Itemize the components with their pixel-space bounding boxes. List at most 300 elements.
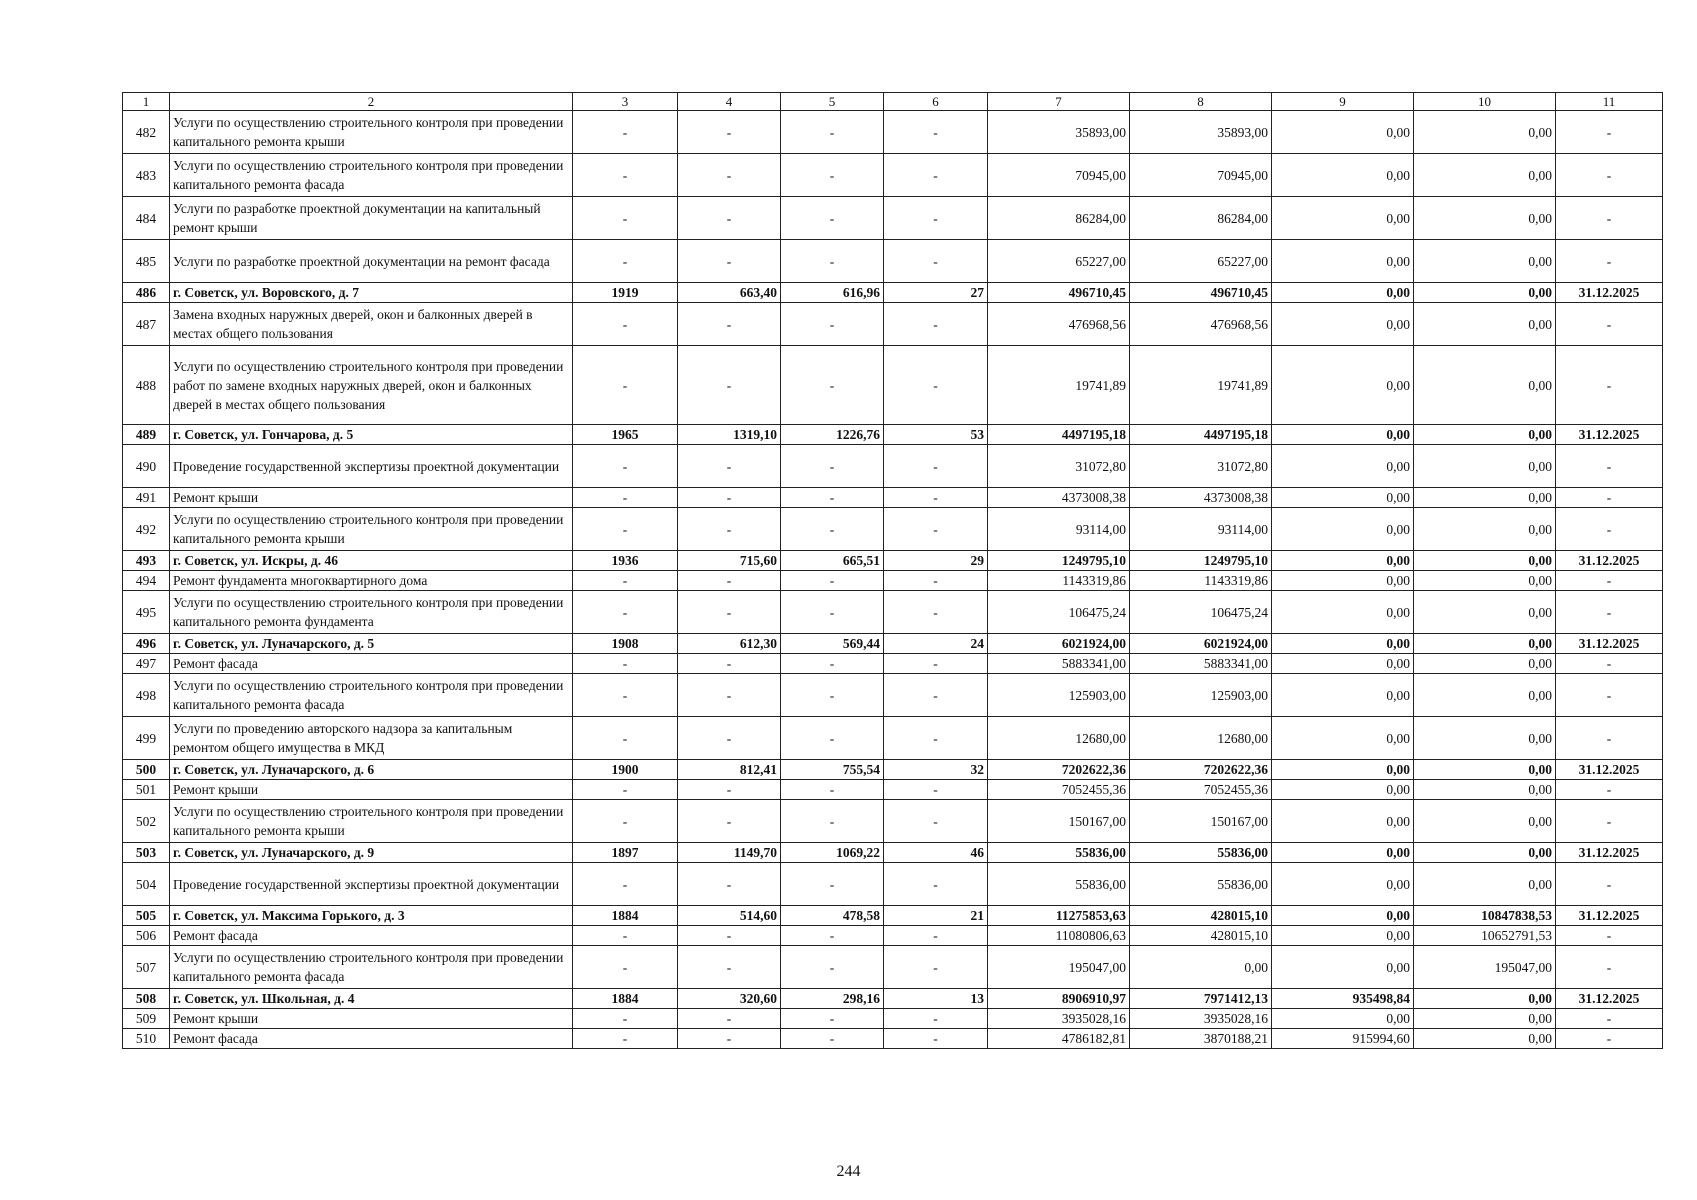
column-number-row — [123, 93, 1663, 111]
completion-date: 31.12.2025 — [1556, 283, 1663, 303]
owner-funds: 0,00 — [1272, 654, 1414, 674]
row-description: Услуги по осуществлению строительного контроля при проведении капитального ремонта крыши — [170, 508, 573, 551]
other-funds: 0,00 — [1414, 303, 1556, 346]
completion-date: - — [1556, 800, 1663, 843]
total-area: - — [678, 674, 781, 717]
living-area: - — [781, 154, 884, 197]
total-cost: 31072,80 — [988, 445, 1130, 488]
fund-cost: 70945,00 — [1130, 154, 1272, 197]
fund-cost: 55836,00 — [1130, 863, 1272, 906]
other-funds: 195047,00 — [1414, 946, 1556, 989]
other-funds: 0,00 — [1414, 488, 1556, 508]
other-funds: 0,00 — [1414, 240, 1556, 283]
other-funds: 0,00 — [1414, 989, 1556, 1009]
row-number: 493 — [123, 551, 170, 571]
total-cost: 65227,00 — [988, 240, 1130, 283]
completion-date: 31.12.2025 — [1556, 760, 1663, 780]
row-description: Услуги по разработке проектной документации на ремонт фасада — [170, 240, 573, 283]
living-area: - — [781, 508, 884, 551]
row-description: Ремонт крыши — [170, 780, 573, 800]
row-description: Проведение государственной экспертизы проектной документации — [170, 445, 573, 488]
total-area: - — [678, 717, 781, 760]
residents-count: - — [884, 445, 988, 488]
other-funds: 0,00 — [1414, 445, 1556, 488]
other-funds: 0,00 — [1414, 551, 1556, 571]
total-area: - — [678, 946, 781, 989]
other-funds: 0,00 — [1414, 1029, 1556, 1049]
living-area: 755,54 — [781, 760, 884, 780]
total-cost: 106475,24 — [988, 591, 1130, 634]
owner-funds: 0,00 — [1272, 760, 1414, 780]
total-cost: 125903,00 — [988, 674, 1130, 717]
living-area: - — [781, 717, 884, 760]
column-number: 9 — [1272, 93, 1414, 111]
total-cost: 86284,00 — [988, 197, 1130, 240]
completion-date: - — [1556, 591, 1663, 634]
row-number: 491 — [123, 488, 170, 508]
other-funds: 0,00 — [1414, 634, 1556, 654]
completion-date: 31.12.2025 — [1556, 906, 1663, 926]
row-description: г. Советск, ул. Искры, д. 46 — [170, 551, 573, 571]
total-area: - — [678, 154, 781, 197]
living-area: - — [781, 346, 884, 425]
owner-funds: 0,00 — [1272, 906, 1414, 926]
fund-cost: 3935028,16 — [1130, 1009, 1272, 1029]
work-row — [123, 111, 1663, 154]
row-description: Ремонт крыши — [170, 488, 573, 508]
build-year: - — [573, 111, 678, 154]
row-description: г. Советск, ул. Гончарова, д. 5 — [170, 425, 573, 445]
row-description: г. Советск, ул. Луначарского, д. 9 — [170, 843, 573, 863]
living-area: 665,51 — [781, 551, 884, 571]
completion-date: - — [1556, 717, 1663, 760]
total-area: - — [678, 863, 781, 906]
other-funds: 0,00 — [1414, 780, 1556, 800]
living-area: - — [781, 654, 884, 674]
other-funds: 0,00 — [1414, 571, 1556, 591]
row-description: Услуги по осуществлению строительного контроля при проведении капитального ремонта фасада — [170, 154, 573, 197]
fund-cost: 6021924,00 — [1130, 634, 1272, 654]
row-number: 508 — [123, 989, 170, 1009]
total-area: 715,60 — [678, 551, 781, 571]
build-year: - — [573, 197, 678, 240]
work-row — [123, 1029, 1663, 1049]
column-number: 8 — [1130, 93, 1272, 111]
completion-date: - — [1556, 780, 1663, 800]
total-cost: 496710,45 — [988, 283, 1130, 303]
row-description: Услуги по осуществлению строительного контроля при проведении капитального ремонта фасада — [170, 674, 573, 717]
fund-cost: 35893,00 — [1130, 111, 1272, 154]
fund-cost: 476968,56 — [1130, 303, 1272, 346]
completion-date: - — [1556, 946, 1663, 989]
work-row — [123, 926, 1663, 946]
living-area: - — [781, 780, 884, 800]
build-year: 1936 — [573, 551, 678, 571]
other-funds: 0,00 — [1414, 654, 1556, 674]
capital-repair-register-table — [122, 92, 1663, 1049]
total-cost: 4786182,81 — [988, 1029, 1130, 1049]
work-row — [123, 346, 1663, 425]
build-year: - — [573, 508, 678, 551]
build-year: - — [573, 346, 678, 425]
residents-count: - — [884, 946, 988, 989]
row-number: 501 — [123, 780, 170, 800]
owner-funds: 0,00 — [1272, 303, 1414, 346]
row-description: г. Советск, ул. Воровского, д. 7 — [170, 283, 573, 303]
total-cost: 7202622,36 — [988, 760, 1130, 780]
owner-funds: 0,00 — [1272, 283, 1414, 303]
work-row — [123, 445, 1663, 488]
build-year: - — [573, 654, 678, 674]
total-cost: 1143319,86 — [988, 571, 1130, 591]
fund-cost: 65227,00 — [1130, 240, 1272, 283]
total-area: - — [678, 111, 781, 154]
fund-cost: 7202622,36 — [1130, 760, 1272, 780]
total-area: 612,30 — [678, 634, 781, 654]
row-number: 489 — [123, 425, 170, 445]
total-area: - — [678, 800, 781, 843]
row-number: 485 — [123, 240, 170, 283]
fund-cost: 0,00 — [1130, 946, 1272, 989]
completion-date: - — [1556, 346, 1663, 425]
residents-count: - — [884, 154, 988, 197]
build-year: - — [573, 445, 678, 488]
residents-count: - — [884, 111, 988, 154]
row-number: 494 — [123, 571, 170, 591]
row-number: 486 — [123, 283, 170, 303]
row-description: Проведение государственной экспертизы проектной документации — [170, 863, 573, 906]
build-year: - — [573, 571, 678, 591]
row-number: 505 — [123, 906, 170, 926]
total-area: - — [678, 571, 781, 591]
other-funds: 10847838,53 — [1414, 906, 1556, 926]
other-funds: 0,00 — [1414, 425, 1556, 445]
row-number: 510 — [123, 1029, 170, 1049]
work-row — [123, 240, 1663, 283]
owner-funds: 0,00 — [1272, 717, 1414, 760]
residents-count: - — [884, 508, 988, 551]
owner-funds: 0,00 — [1272, 445, 1414, 488]
completion-date: 31.12.2025 — [1556, 989, 1663, 1009]
build-year: - — [573, 800, 678, 843]
total-cost: 195047,00 — [988, 946, 1130, 989]
work-row — [123, 780, 1663, 800]
residents-count: - — [884, 488, 988, 508]
living-area: 478,58 — [781, 906, 884, 926]
owner-funds: 0,00 — [1272, 800, 1414, 843]
living-area: - — [781, 571, 884, 591]
residents-count: 24 — [884, 634, 988, 654]
other-funds: 0,00 — [1414, 800, 1556, 843]
row-description: Услуги по осуществлению строительного контроля при проведении капитального ремонта фасада — [170, 946, 573, 989]
row-number: 498 — [123, 674, 170, 717]
owner-funds: 0,00 — [1272, 488, 1414, 508]
total-area: 320,60 — [678, 989, 781, 1009]
living-area: - — [781, 1009, 884, 1029]
work-row — [123, 197, 1663, 240]
build-year: - — [573, 863, 678, 906]
total-cost: 7052455,36 — [988, 780, 1130, 800]
work-row — [123, 800, 1663, 843]
owner-funds: 0,00 — [1272, 197, 1414, 240]
residents-count: 32 — [884, 760, 988, 780]
column-number: 5 — [781, 93, 884, 111]
living-area: 298,16 — [781, 989, 884, 1009]
total-cost: 1249795,10 — [988, 551, 1130, 571]
build-year: - — [573, 240, 678, 283]
page-number: 244 — [836, 1163, 861, 1180]
living-area: - — [781, 111, 884, 154]
total-area: - — [678, 591, 781, 634]
owner-funds: 0,00 — [1272, 111, 1414, 154]
column-number: 3 — [573, 93, 678, 111]
fund-cost: 7971412,13 — [1130, 989, 1272, 1009]
total-cost: 6021924,00 — [988, 634, 1130, 654]
row-number: 488 — [123, 346, 170, 425]
completion-date: - — [1556, 654, 1663, 674]
completion-date: - — [1556, 571, 1663, 591]
row-number: 502 — [123, 800, 170, 843]
row-number: 482 — [123, 111, 170, 154]
work-row — [123, 591, 1663, 634]
address-row — [123, 283, 1663, 303]
completion-date: - — [1556, 1029, 1663, 1049]
work-row — [123, 654, 1663, 674]
completion-date: - — [1556, 1009, 1663, 1029]
address-row — [123, 634, 1663, 654]
total-cost: 5883341,00 — [988, 654, 1130, 674]
address-row — [123, 760, 1663, 780]
fund-cost: 125903,00 — [1130, 674, 1272, 717]
residents-count: - — [884, 863, 988, 906]
other-funds: 0,00 — [1414, 591, 1556, 634]
row-number: 504 — [123, 863, 170, 906]
row-number: 497 — [123, 654, 170, 674]
owner-funds: 0,00 — [1272, 863, 1414, 906]
build-year: 1965 — [573, 425, 678, 445]
living-area: - — [781, 303, 884, 346]
fund-cost: 86284,00 — [1130, 197, 1272, 240]
build-year: - — [573, 154, 678, 197]
build-year: - — [573, 717, 678, 760]
address-row — [123, 425, 1663, 445]
residents-count: 29 — [884, 551, 988, 571]
residents-count: - — [884, 1029, 988, 1049]
fund-cost: 496710,45 — [1130, 283, 1272, 303]
total-cost: 476968,56 — [988, 303, 1130, 346]
total-area: 1319,10 — [678, 425, 781, 445]
build-year: - — [573, 926, 678, 946]
total-cost: 93114,00 — [988, 508, 1130, 551]
total-cost: 11080806,63 — [988, 926, 1130, 946]
total-cost: 3935028,16 — [988, 1009, 1130, 1029]
total-cost: 4497195,18 — [988, 425, 1130, 445]
total-cost: 35893,00 — [988, 111, 1130, 154]
total-cost: 55836,00 — [988, 863, 1130, 906]
fund-cost: 7052455,36 — [1130, 780, 1272, 800]
other-funds: 10652791,53 — [1414, 926, 1556, 946]
other-funds: 0,00 — [1414, 843, 1556, 863]
total-area: 514,60 — [678, 906, 781, 926]
completion-date: 31.12.2025 — [1556, 843, 1663, 863]
owner-funds: 0,00 — [1272, 634, 1414, 654]
total-area: 1149,70 — [678, 843, 781, 863]
fund-cost: 1249795,10 — [1130, 551, 1272, 571]
work-row — [123, 674, 1663, 717]
living-area: 1069,22 — [781, 843, 884, 863]
work-row — [123, 1009, 1663, 1029]
owner-funds: 0,00 — [1272, 1009, 1414, 1029]
build-year: 1884 — [573, 906, 678, 926]
build-year: - — [573, 780, 678, 800]
build-year: - — [573, 303, 678, 346]
owner-funds: 0,00 — [1272, 780, 1414, 800]
residents-count: - — [884, 674, 988, 717]
build-year: 1897 — [573, 843, 678, 863]
work-row — [123, 488, 1663, 508]
work-row — [123, 303, 1663, 346]
row-number: 487 — [123, 303, 170, 346]
completion-date: - — [1556, 240, 1663, 283]
total-cost: 70945,00 — [988, 154, 1130, 197]
total-area: - — [678, 1009, 781, 1029]
row-description: Услуги по осуществлению строительного контроля при проведении капитального ремонта крыши — [170, 111, 573, 154]
owner-funds: 0,00 — [1272, 425, 1414, 445]
living-area: 569,44 — [781, 634, 884, 654]
total-area: - — [678, 508, 781, 551]
row-description: Ремонт фасада — [170, 1029, 573, 1049]
total-area: - — [678, 1029, 781, 1049]
register-table-wrap — [122, 92, 1662, 1049]
residents-count: 21 — [884, 906, 988, 926]
fund-cost: 106475,24 — [1130, 591, 1272, 634]
residents-count: 53 — [884, 425, 988, 445]
owner-funds: 0,00 — [1272, 154, 1414, 197]
row-number: 499 — [123, 717, 170, 760]
row-number: 483 — [123, 154, 170, 197]
other-funds: 0,00 — [1414, 717, 1556, 760]
work-row — [123, 508, 1663, 551]
total-area: - — [678, 445, 781, 488]
column-number: 7 — [988, 93, 1130, 111]
owner-funds: 935498,84 — [1272, 989, 1414, 1009]
fund-cost: 5883341,00 — [1130, 654, 1272, 674]
completion-date: - — [1556, 488, 1663, 508]
row-number: 490 — [123, 445, 170, 488]
other-funds: 0,00 — [1414, 283, 1556, 303]
row-description: Услуги по проведению авторского надзора за капитальным ремонтом общего имущества в МКД — [170, 717, 573, 760]
living-area: - — [781, 674, 884, 717]
completion-date: - — [1556, 508, 1663, 551]
owner-funds: 0,00 — [1272, 674, 1414, 717]
completion-date: - — [1556, 863, 1663, 906]
fund-cost: 31072,80 — [1130, 445, 1272, 488]
row-description: Ремонт фундамента многоквартирного дома — [170, 571, 573, 591]
living-area: - — [781, 445, 884, 488]
owner-funds: 0,00 — [1272, 843, 1414, 863]
living-area: - — [781, 800, 884, 843]
residents-count: - — [884, 571, 988, 591]
build-year: - — [573, 1029, 678, 1049]
address-row — [123, 843, 1663, 863]
row-number: 495 — [123, 591, 170, 634]
column-number: 6 — [884, 93, 988, 111]
fund-cost: 1143319,86 — [1130, 571, 1272, 591]
completion-date: - — [1556, 445, 1663, 488]
column-number: 10 — [1414, 93, 1556, 111]
residents-count: - — [884, 303, 988, 346]
living-area: 616,96 — [781, 283, 884, 303]
living-area: 1226,76 — [781, 425, 884, 445]
table-body — [123, 111, 1663, 1049]
fund-cost: 428015,10 — [1130, 906, 1272, 926]
residents-count: - — [884, 346, 988, 425]
build-year: - — [573, 1009, 678, 1029]
build-year: - — [573, 674, 678, 717]
row-description: г. Советск, ул. Луначарского, д. 5 — [170, 634, 573, 654]
total-cost: 12680,00 — [988, 717, 1130, 760]
residents-count: - — [884, 197, 988, 240]
other-funds: 0,00 — [1414, 674, 1556, 717]
other-funds: 0,00 — [1414, 508, 1556, 551]
total-cost: 55836,00 — [988, 843, 1130, 863]
column-number: 1 — [123, 93, 170, 111]
build-year: 1884 — [573, 989, 678, 1009]
total-area: - — [678, 488, 781, 508]
living-area: - — [781, 926, 884, 946]
build-year: 1908 — [573, 634, 678, 654]
owner-funds: 0,00 — [1272, 926, 1414, 946]
residents-count: - — [884, 780, 988, 800]
living-area: - — [781, 1029, 884, 1049]
fund-cost: 12680,00 — [1130, 717, 1272, 760]
completion-date: 31.12.2025 — [1556, 425, 1663, 445]
other-funds: 0,00 — [1414, 154, 1556, 197]
work-row — [123, 946, 1663, 989]
total-area: 663,40 — [678, 283, 781, 303]
table-header — [123, 93, 1663, 111]
living-area: - — [781, 591, 884, 634]
residents-count: - — [884, 1009, 988, 1029]
total-area: - — [678, 780, 781, 800]
completion-date: 31.12.2025 — [1556, 634, 1663, 654]
residents-count: - — [884, 240, 988, 283]
build-year: - — [573, 488, 678, 508]
fund-cost: 150167,00 — [1130, 800, 1272, 843]
column-number: 4 — [678, 93, 781, 111]
fund-cost: 4497195,18 — [1130, 425, 1272, 445]
row-description: Услуги по осуществлению строительного контроля при проведении работ по замене входных наружных дверей, окон и балконных дверей в местах общего пользования — [170, 346, 573, 425]
row-number: 506 — [123, 926, 170, 946]
row-number: 484 — [123, 197, 170, 240]
address-row — [123, 989, 1663, 1009]
completion-date: - — [1556, 197, 1663, 240]
completion-date: - — [1556, 303, 1663, 346]
other-funds: 0,00 — [1414, 863, 1556, 906]
total-cost: 8906910,97 — [988, 989, 1130, 1009]
living-area: - — [781, 240, 884, 283]
owner-funds: 0,00 — [1272, 551, 1414, 571]
residents-count: 13 — [884, 989, 988, 1009]
work-row — [123, 571, 1663, 591]
total-cost: 19741,89 — [988, 346, 1130, 425]
owner-funds: 915994,60 — [1272, 1029, 1414, 1049]
residents-count: 46 — [884, 843, 988, 863]
completion-date: 31.12.2025 — [1556, 551, 1663, 571]
row-description: Ремонт фасада — [170, 654, 573, 674]
other-funds: 0,00 — [1414, 111, 1556, 154]
owner-funds: 0,00 — [1272, 508, 1414, 551]
